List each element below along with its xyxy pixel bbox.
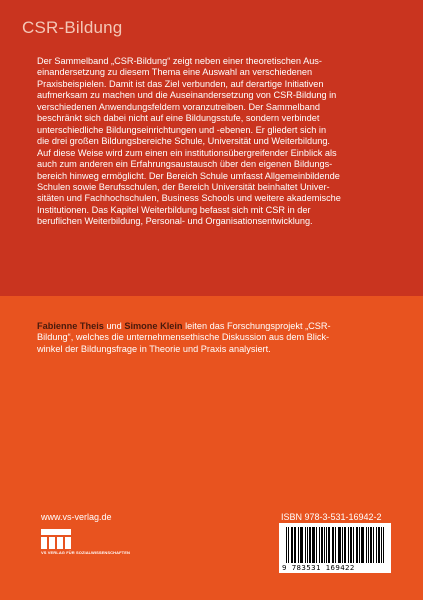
barcode-bar (344, 527, 345, 563)
barcode-bar (383, 527, 384, 563)
barcode-bar (295, 527, 296, 563)
barcode-bar (302, 527, 303, 563)
barcode-bar (340, 527, 341, 563)
book-title: CSR-Bildung (22, 18, 123, 37)
barcode-bar (368, 527, 369, 563)
barcode-bar (342, 527, 343, 563)
description-line: verschiedenen Anwendungsfeldern voranzutreiben. Der Sammelband (37, 101, 320, 112)
description-line: Institutionen. Das Kapitel Weiterbildung befasst sich mit CSR in der (37, 204, 311, 215)
author-line-2: Bildung“, welches die unternehmensethische Diskussion aus dem Blick- (37, 332, 330, 343)
author-name-2: Simone Klein (124, 321, 183, 331)
publisher-logo (41, 529, 141, 561)
description-line: Der Sammelband „CSR-Bildung“ zeigt neben einer theoretischen Aus- (37, 56, 322, 66)
description-line: beruflichen Weiterbildung, Personal- und Organisationsentwicklung. (37, 216, 313, 227)
author-line-1-rest: leiten das Forschungsprojekt „CSR- (182, 321, 331, 331)
book-description (37, 56, 417, 228)
barcode-bar (301, 527, 302, 563)
description-line: Auf diese Weise wird zum einen ein institutionsübergreifender Einblick als (37, 147, 337, 158)
barcode-bar (350, 527, 351, 563)
author-info (37, 321, 417, 355)
barcode-bar (376, 527, 377, 563)
barcode-bar (310, 527, 311, 563)
publisher-website: www.vs-verlag.de (41, 512, 112, 522)
barcode-bar (345, 527, 346, 563)
barcode-bar (371, 527, 372, 563)
description-line: Schulen sowie Berufsschulen, der Bereich Universität beinhaltet Univer- (37, 181, 330, 192)
publisher-logo-text: VS VERLAG FÜR SOZIALWISSENSCHAFTEN (41, 550, 130, 555)
barcode-bar (333, 527, 334, 563)
barcode-bar (314, 527, 315, 563)
barcode-bar (288, 527, 289, 563)
barcode-bar (348, 527, 349, 563)
barcode-bar (291, 527, 292, 563)
description-line: Praxisbeispielen. Damit ist das Ziel verbunden, auf derartige Initiativen (37, 78, 324, 89)
description-line: aufmerksam zu machen und die Auseinandersetzung von CSR-Bildung in (37, 90, 337, 101)
barcode-bar (379, 527, 380, 563)
description-line: beschränkt sich dabei nicht auf eine Bildungsstufe, sondern verbindet (37, 113, 320, 124)
barcode-bar (332, 527, 333, 563)
publisher-logo-icon (41, 529, 71, 549)
barcode-bar (381, 527, 382, 563)
barcode-bar (300, 527, 301, 563)
description-line: die drei großen Bildungsbereiche Schule, Universität und Weiterbildung. (37, 136, 330, 147)
description-line: bereich hinweg ermöglicht. Der Bereich Schule umfasst Allgemeinbildende (37, 170, 340, 181)
barcode-bar (328, 527, 329, 563)
barcode-bar (378, 527, 379, 563)
barcode-bar (294, 527, 295, 563)
barcode-bar (363, 527, 364, 563)
author-name-1: Fabienne Theis (37, 321, 104, 331)
barcode-bar (351, 527, 352, 563)
description-line: einandersetzung zu diesem Thema eine Auswahl an verschiedenen (37, 67, 313, 78)
barcode (279, 523, 391, 573)
barcode-bar (359, 527, 360, 563)
barcode-bar (370, 527, 371, 563)
barcode-bar (353, 527, 354, 563)
barcode-bar (324, 527, 325, 563)
barcode-bar (329, 527, 330, 563)
barcode-bar (319, 527, 320, 563)
barcode-bar (362, 527, 363, 563)
barcode-bar (361, 527, 362, 563)
barcode-bar (356, 527, 357, 563)
barcode-bar (373, 527, 374, 563)
author-line-1 (37, 321, 417, 332)
barcode-bar (339, 527, 340, 563)
barcode-bars (286, 527, 384, 563)
author-connector: und (103, 321, 125, 331)
barcode-bar (316, 527, 317, 563)
barcode-bar (335, 527, 336, 563)
description-line: sitäten und Fachhochschulen, Business Schools und weitere akademische (37, 193, 341, 204)
barcode-bar (322, 527, 323, 563)
barcode-bar (292, 527, 293, 563)
author-line-3: winkel der Bildungsfrage in Theorie und Praxis analysiert. (37, 343, 271, 354)
barcode-bar (286, 527, 287, 563)
barcode-bar (309, 527, 310, 563)
barcode-bar (321, 527, 322, 563)
barcode-bar (326, 527, 327, 563)
barcode-bar (312, 527, 313, 563)
barcode-bar (357, 527, 358, 563)
barcode-bar (338, 527, 339, 563)
barcode-bar (307, 527, 308, 563)
description-line: unterschiedliche Bildungseinrichtungen und -ebenen. Er gliedert sich in (37, 124, 327, 135)
barcode-bar (298, 527, 299, 563)
barcode-bar (313, 527, 314, 563)
barcode-bar (366, 527, 367, 563)
description-line: auch zum anderen ein Erfahrungsaustausch über den eigenen Bildungs- (37, 159, 333, 170)
barcode-bar (305, 527, 306, 563)
isbn: ISBN 978-3-531-16942-2 (281, 512, 382, 522)
barcode-number: 9 783531 169422 (282, 563, 355, 572)
